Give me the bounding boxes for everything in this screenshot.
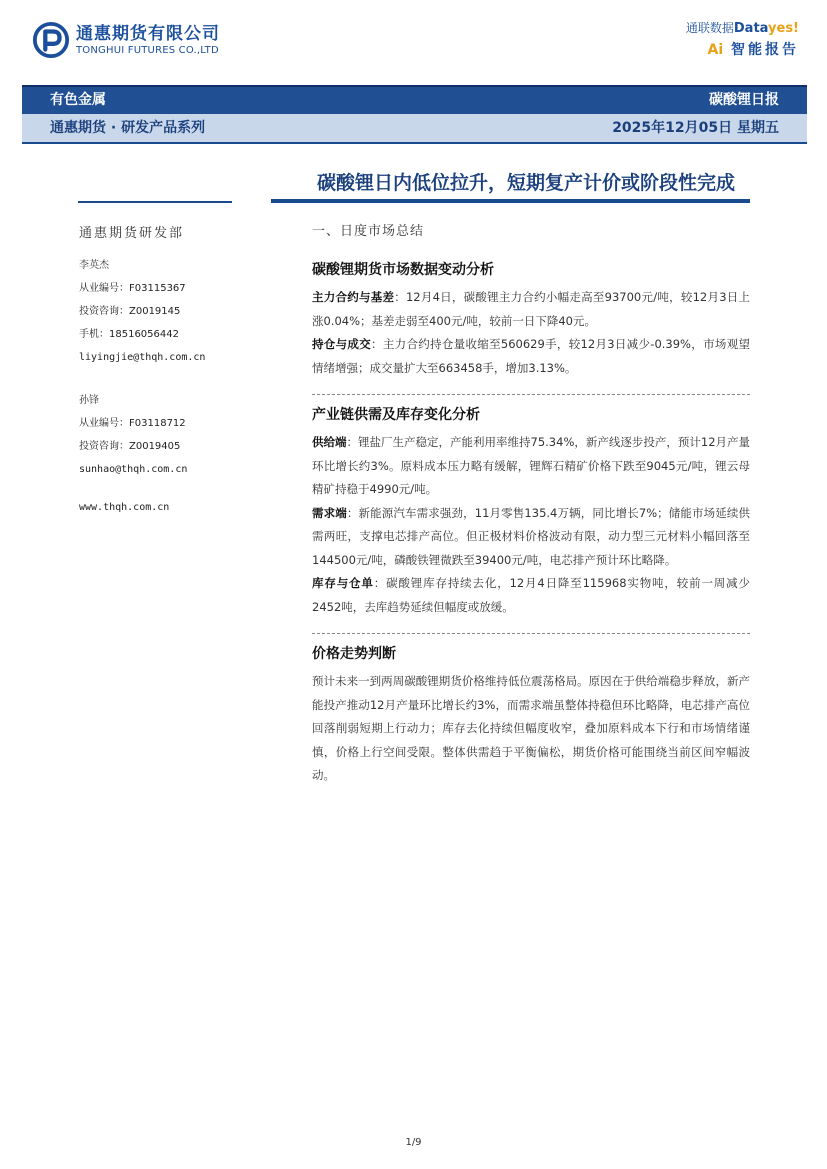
paragraph-text: ：12月4日，碳酸锂主力合约小幅走高至93700元/吨，较12月3日上涨0.04%；基差走弱至400元/吨，较前一日下降40元。 bbox=[312, 290, 751, 328]
sidebar bbox=[79, 222, 249, 513]
banner-top bbox=[22, 85, 807, 114]
analyst-email[interactable]: liyingjie@thqh.com.cn bbox=[79, 352, 206, 363]
paragraph bbox=[312, 502, 750, 573]
outlook-heading: 价格走势判断 bbox=[312, 646, 396, 662]
paragraph bbox=[312, 431, 750, 502]
department-name: 通惠期货研发部 bbox=[79, 226, 185, 241]
analyst-name: 李英杰 bbox=[79, 260, 109, 271]
market-heading: 碳酸锂期货市场数据变动分析 bbox=[312, 262, 494, 278]
title-divider bbox=[271, 199, 750, 203]
analyst-card bbox=[79, 255, 249, 370]
outlook-text: 预计未来一到两周碳酸锂期货价格维持低位震荡格局。原因在于供给端稳步释放，新产能投产推动12月产量环比增长约3%，而需求端虽整体持稳但环比略降，电芯排产高位回落削弱短期上行动力；库存去化持续但幅度收窄，叠加原料成本下行和市场情绪谨慎，价格上行空间受限。整体供需趋于平衡偏松，期货价格可能围绕当前区间窄幅波动。 bbox=[312, 674, 750, 782]
company-name-cn: 通惠期货有限公司 bbox=[76, 23, 220, 44]
brand-report-label: 智能报告 bbox=[731, 42, 799, 58]
supply-demand-block bbox=[312, 405, 750, 619]
report-type-label: 碳酸锂日报 bbox=[709, 92, 779, 108]
section-title: 一、日度市场总结 bbox=[312, 224, 425, 239]
paragraph-label: 需求端 bbox=[312, 505, 347, 520]
paragraph bbox=[312, 286, 750, 333]
brand-top-data: Data bbox=[733, 21, 769, 36]
analyst-email[interactable]: sunhao@thqh.com.cn bbox=[79, 464, 188, 475]
paragraph-label: 库存与仓单 bbox=[312, 576, 374, 590]
page-title: 碳酸锂日内低位拉升，短期复产计价或阶段性完成 bbox=[316, 172, 735, 194]
section-divider bbox=[312, 394, 750, 395]
market-analysis-block bbox=[312, 260, 750, 380]
company-logo bbox=[32, 20, 220, 60]
brand-top-cn: 通联数据 bbox=[685, 21, 734, 35]
report-date: 2025年12月05日 星期五 bbox=[612, 120, 779, 136]
datayes-brand bbox=[686, 20, 799, 61]
analyst-advisory: 投资咨询：Z0019405 bbox=[79, 441, 181, 452]
series-label: 通惠期货 · 研发产品系列 bbox=[50, 120, 206, 136]
paragraph-text: ：主力合约持仓量收缩至560629手，较12月3日减少-0.39%，市场观望情绪增强；成交量扩大至663458手，增加3.13%。 bbox=[312, 337, 751, 375]
analyst-name: 孙锋 bbox=[79, 395, 99, 406]
paragraph-text: ：碳酸锂库存持续去化，12月4日降至115968实物吨，较前一周减少2452吨，去库趋势延续但幅度或放缓。 bbox=[312, 576, 750, 614]
website-link[interactable]: www.thqh.com.cn bbox=[79, 502, 170, 513]
sector-label: 有色金属 bbox=[50, 92, 106, 108]
paragraph-label: 持仓与成交 bbox=[312, 337, 372, 351]
paragraph-text: ：新能源汽车需求强劲，11月零售135.4万辆，同比增长7%；储能市场延续供需两旺，支撑电芯排产高位。但正极材料价格波动有限，动力型三元材料小幅回落至144500元/吨，磷酸铁锂微跌至39400元/吨，电芯排产预计环比略降。 bbox=[312, 505, 751, 567]
outlook-block bbox=[312, 644, 750, 788]
paragraph-label: 供给端 bbox=[312, 435, 347, 449]
section-divider bbox=[312, 633, 750, 634]
paragraph bbox=[312, 333, 750, 380]
brand-top-yes: yes! bbox=[768, 21, 799, 36]
analyst-card bbox=[79, 390, 249, 482]
sidebar-divider bbox=[78, 201, 232, 203]
analyst-license: 从业编号：F03115367 bbox=[79, 283, 186, 294]
analyst-advisory: 投资咨询：Z0019145 bbox=[79, 306, 181, 317]
analyst-phone: 手机：18516056442 bbox=[79, 329, 179, 340]
paragraph bbox=[312, 572, 750, 619]
banner-bottom bbox=[22, 114, 807, 144]
page-number: 1/9 bbox=[405, 1137, 422, 1148]
paragraph-label: 主力合约与基差 bbox=[312, 290, 395, 304]
paragraph-text: ：锂盐厂生产稳定，产能利用率维持75.34%，新产线逐步投产，预计12月产量环比增长约3%。原料成本压力略有缓解，锂辉石精矿价格下跌至9045元/吨，锂云母精矿持稳于4990元/吨。 bbox=[312, 435, 751, 496]
analyst-license: 从业编号：F03118712 bbox=[79, 418, 186, 429]
main-content bbox=[312, 222, 750, 788]
company-logo-icon bbox=[32, 21, 70, 59]
supply-heading: 产业链供需及库存变化分析 bbox=[312, 407, 480, 423]
company-name-en: TONGHUI FUTURES CO.,LTD bbox=[76, 44, 219, 56]
brand-ai-icon: Ai bbox=[707, 42, 724, 58]
